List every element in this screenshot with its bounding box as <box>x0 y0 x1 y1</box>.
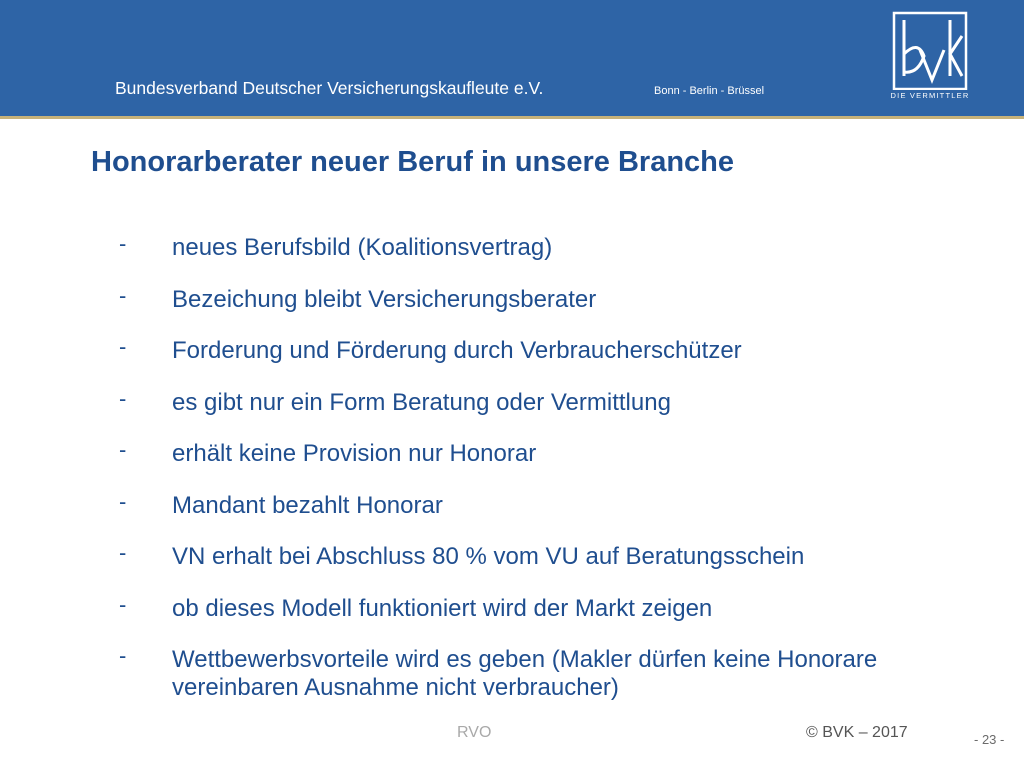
logo-tagline: DIE VERMITTLER <box>890 91 970 100</box>
bullet-text: VN erhalt bei Abschluss 80 % vom VU auf Beratungsschein <box>172 543 805 570</box>
footer-author: RVO <box>457 724 492 741</box>
bullet-dash: - <box>119 540 127 565</box>
slide-title: Honorarberater neuer Beruf in unsere Branche <box>91 146 735 178</box>
header-accent-rule <box>0 116 1024 119</box>
bullet-dash: - <box>119 334 127 359</box>
bvk-logo-icon <box>884 10 976 90</box>
organization-name: Bundesverband Deutscher Versicherungskaufleute e.V. <box>115 78 544 98</box>
bullet-item <box>115 540 975 571</box>
bullet-item <box>115 488 975 520</box>
bullet-dash: - <box>119 282 127 308</box>
bullet-text: Bezeichung bleibt Versicherungsberater <box>172 285 597 313</box>
page-number: - 23 - <box>974 732 1005 747</box>
organization-cities: Bonn - Berlin - Brüssel <box>654 85 765 97</box>
bullet-dash: - <box>119 385 127 411</box>
bullet-dash: - <box>119 437 127 462</box>
bullet-item <box>115 437 975 468</box>
bullet-text: ob dieses Modell funktioniert wird der Markt zeigen <box>172 594 713 622</box>
bullet-list <box>115 231 975 726</box>
bullet-item <box>115 334 975 365</box>
bullet-text: Wettbewerbsvorteile wird es geben (Makler dürfen keine Honorare vereinbaren Ausnahme nicht verbraucher) <box>172 646 878 701</box>
bullet-item <box>115 643 975 702</box>
bullet-item <box>115 282 975 314</box>
bullet-text: Forderung und Förderung durch Verbraucherschützer <box>172 337 742 364</box>
bullet-item <box>115 591 975 623</box>
bullet-item <box>115 385 975 417</box>
bullet-item <box>115 231 975 262</box>
bullet-text: erhält keine Provision nur Honorar <box>172 440 537 467</box>
bullet-dash: - <box>119 591 127 617</box>
bullet-dash: - <box>119 231 127 256</box>
footer-copyright: © BVK – 2017 <box>806 724 908 741</box>
bullet-dash: - <box>119 488 127 514</box>
bullet-text: es gibt nur ein Form Beratung oder Vermittlung <box>172 388 671 416</box>
bullet-text: neues Berufsbild (Koalitionsvertrag) <box>172 234 553 261</box>
bullet-text: Mandant bezahlt Honorar <box>172 491 443 519</box>
bullet-dash: - <box>119 643 127 668</box>
